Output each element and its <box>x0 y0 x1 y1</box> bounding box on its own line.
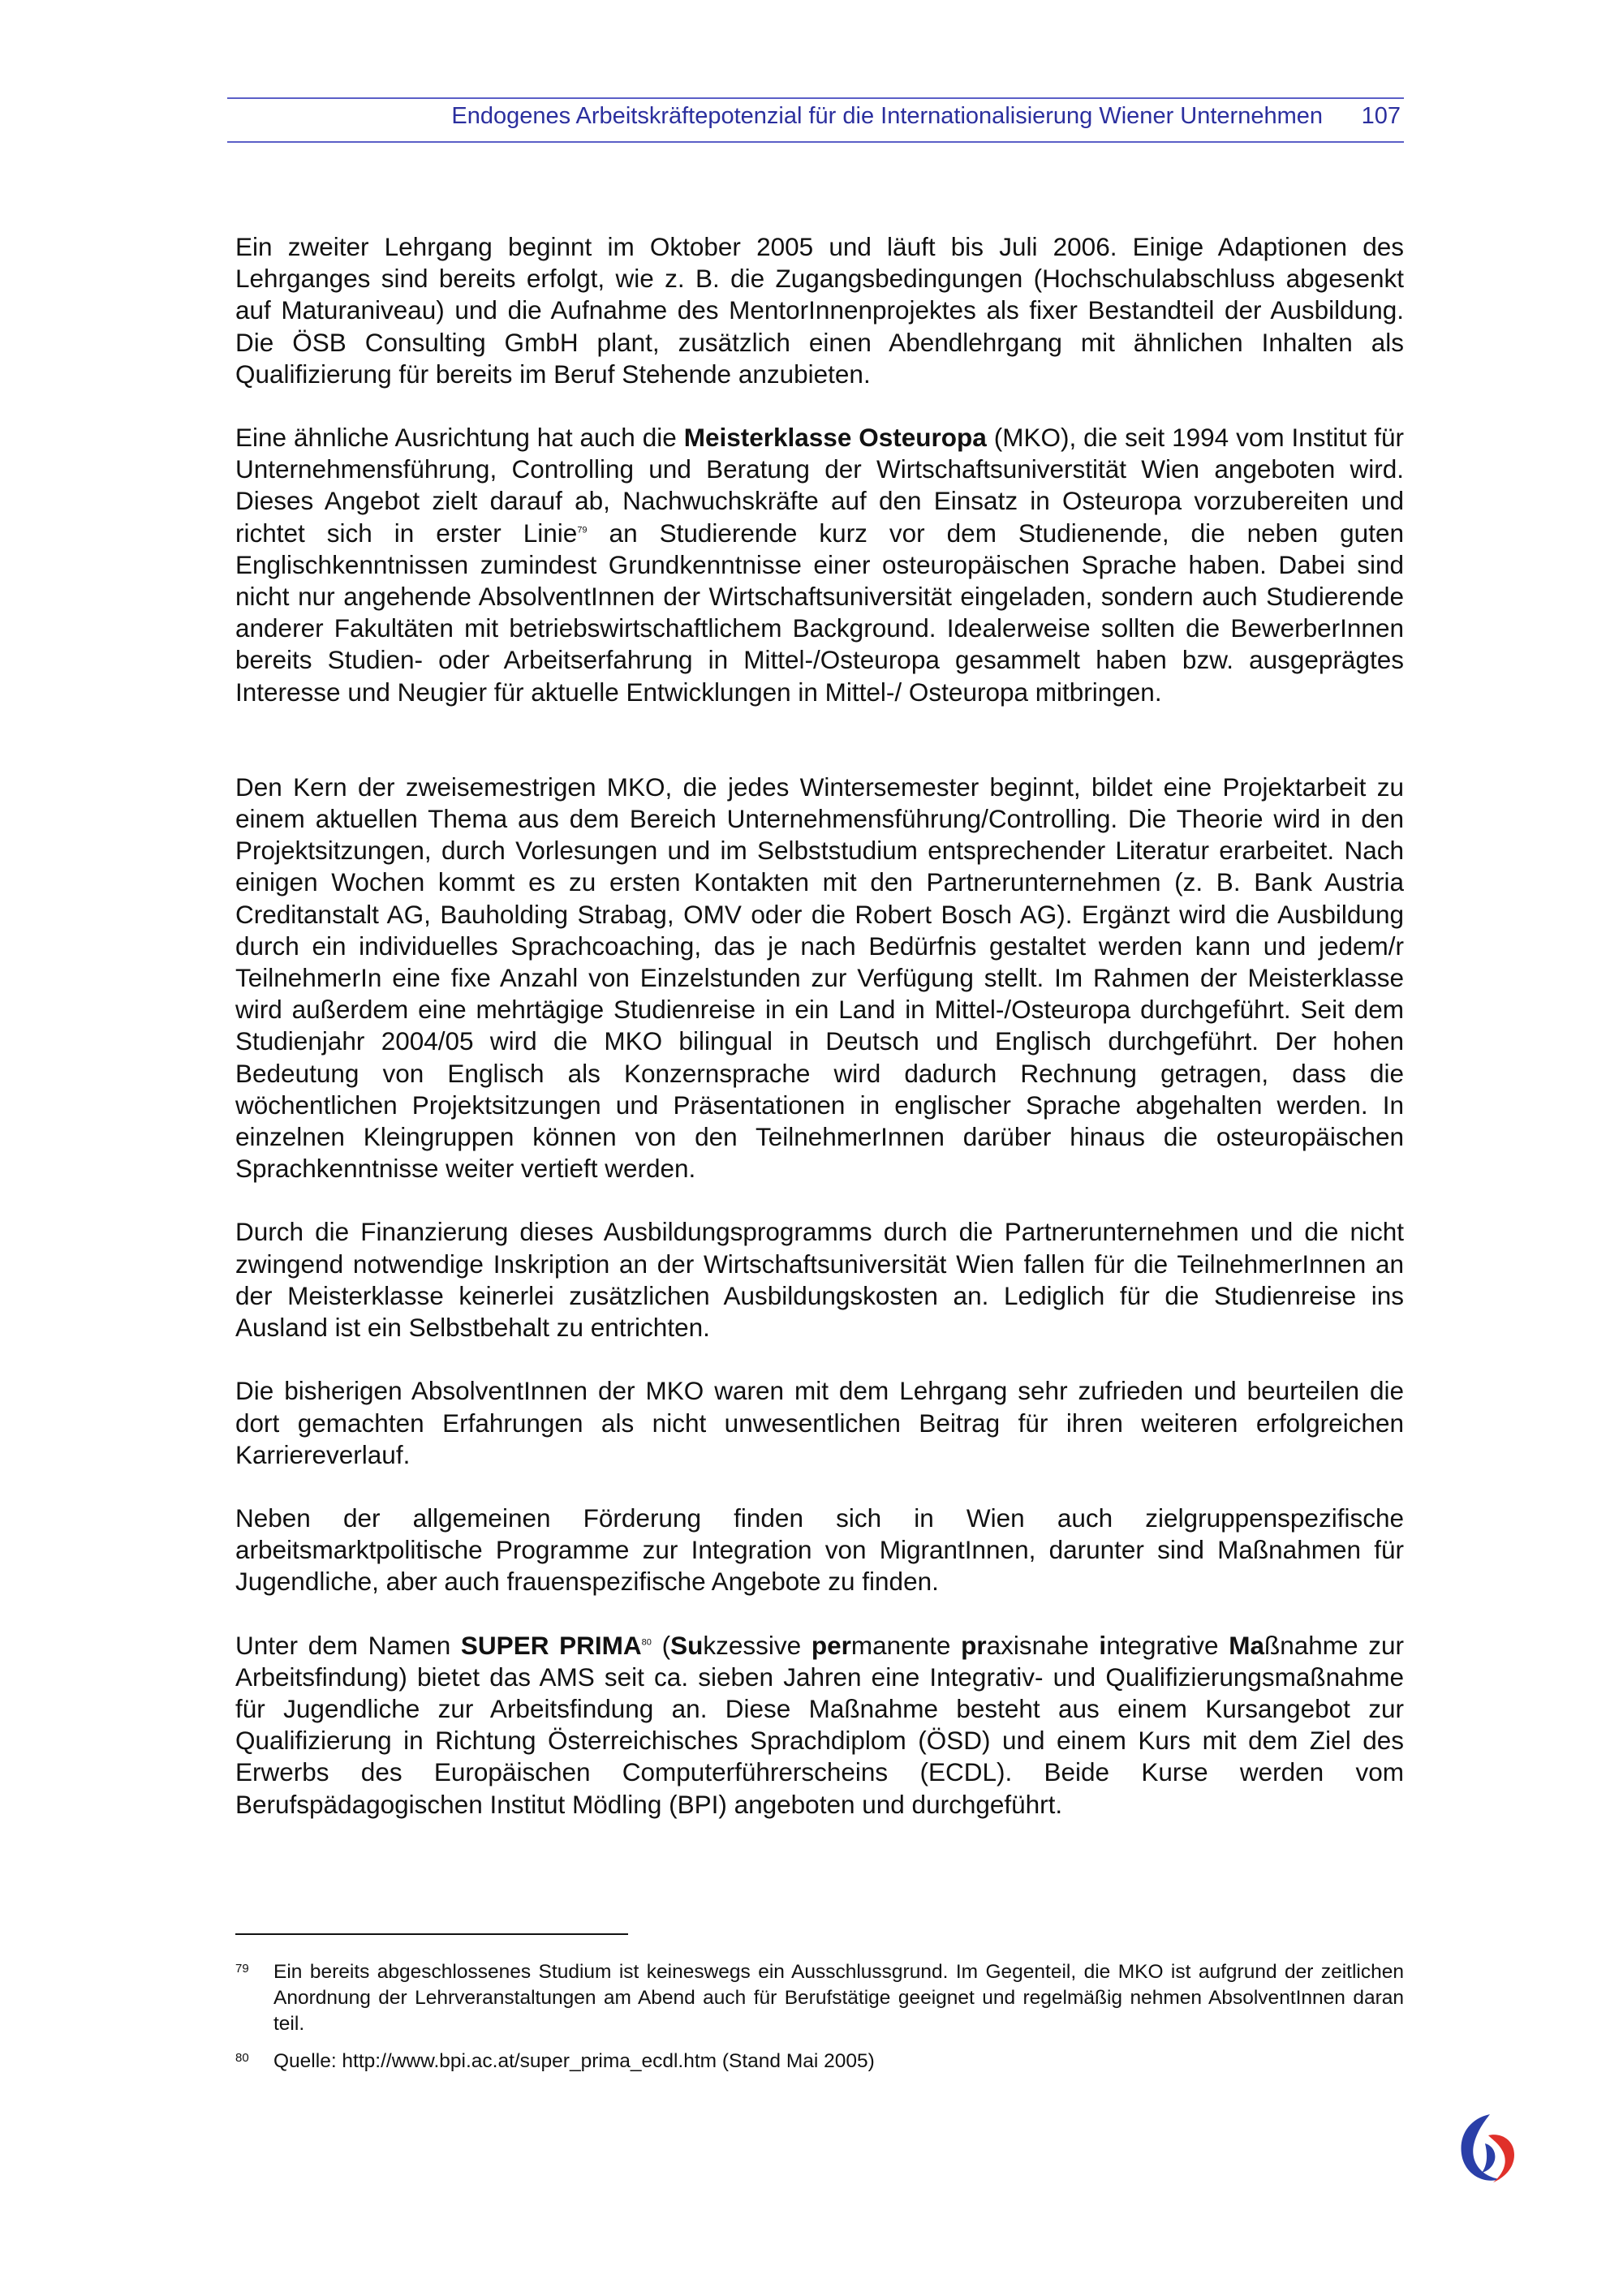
paragraph-2-text-c: an Studierende kurz vor dem Studienende, die neben guten Englischkenntnissen zumindest Grundkenntnisse einer osteuropäischen Sprache haben. Dabei sind nicht nur angehende AbsolventInnen der Wirtschaftsuniversität eingeladen, sondern auch Studierende anderer Fakultäten mit betriebswirtschaftlichem Background. Idealerweise sollten die BewerberInnen bereits Studien- oder Arbeitserfahrung in Mittel-/Osteuropa gesammelt haben bzw. ausgeprägtes Interesse und Neugier für aktuelle Entwicklungen in Mittel-/ Osteuropa mitbringen. <box>235 518 1404 707</box>
paragraph-3: Den Kern der zweisemestrigen MKO, die jedes Wintersemester beginnt, bildet eine Projektarbeit zu einem aktuellen Thema aus dem Bereich Unternehmensführung/Controlling. Die Theorie wird in den Projektsitzungen, durch Vorlesungen und im Selbststudium entsprechender Literatur erarbeitet. Nach einigen Wochen kommt es zu ersten Kontakten mit den Partnerunternehmen (z. B. Bank Austria Creditanstalt AG, Bauholding Strabag, OMV oder die Robert Bosch AG). Ergänzt wird die Ausbildung durch ein individuelles Sprachcoaching, das je nach Bedürfnis gestaltet werden kann und jedem/r TeilnehmerIn eine fixe Anzahl von Einzelstunden zur Verfügung stellt. Im Rahmen der Meisterklasse wird außerdem eine mehrtägige Studienreise in ein Land in Mittel-/Osteuropa durchgeführt. Seit dem Studienjahr 2004/05 wird die MKO bilingual in Deutsch und Englisch durchgeführt. Der hohen Bedeutung von Englisch als Konzernsprache wird dadurch Rechnung getragen, dass die wöchentlichen Projektsitzungen und Präsentationen in englischer Sprache abgehalten werden. In einzelnen Kleingruppen können von den TeilnehmerInnen darüber hinaus die osteuropäischen Sprachkenntnisse weiter vertieft werden. <box>235 772 1404 1184</box>
footnotes <box>235 1959 1404 2086</box>
footnote-80 <box>235 2049 1404 2075</box>
footnote-number: 79 <box>235 1962 249 1976</box>
footnote-text: Quelle: http://www.bpi.ac.at/super_prima_ecdl.htm (Stand Mai 2005) <box>273 2050 875 2072</box>
paragraph-2-text-b: (MKO), die seit 1994 vom Institut für Unternehmensführung, Controlling und Beratung der Wirtschaftsuniverstität Wien angeboten wird. Dieses Angebot zielt darauf ab, Nachwuchskräfte auf den Einsatz in Osteuropa vorzubereiten und richtet sich in erster Linie <box>235 423 1404 548</box>
acronym-letter-4: i <box>1099 1630 1107 1660</box>
page-number: 107 <box>1361 103 1401 129</box>
footnote-separator <box>235 1933 628 1935</box>
program-name-mko: Meisterklasse Osteuropa <box>683 423 987 453</box>
footnote-ref-80[interactable]: 80 <box>641 1637 652 1648</box>
paragraph-7-paren: ( <box>651 1630 671 1660</box>
acronym-word-3: axisnahe <box>986 1630 1100 1660</box>
paragraph-7-text-b: ßnahme zur Arbeitsfindung) bietet das AMS seit ca. sieben Jahren eine Integrativ- und Qualifizierungsmaßnahme für Jugendliche zur Arbeitsfindung an. Diese Maßnahme besteht aus einem Kursangebot zur Qualifizierung in Richtung Österreichisches Sprachdiplom (ÖSD) und einem Kurs mit dem Ziel des Erwerbs des Europäischen Computerführerscheins (ECDL). Beide Kurse werden vom Berufspädagogischen Institut Mödling (BPI) angeboten und durchgeführt. <box>235 1630 1404 1819</box>
acronym-letter-1: Su <box>670 1630 704 1660</box>
paragraph-5: Die bisherigen AbsolventInnen der MKO waren mit dem Lehrgang sehr zufrieden und beurteilen die dort gemachten Erfahrungen als nicht unwesentlichen Beitrag für ihren weiteren erfolgreichen Karriereverlauf. <box>235 1376 1404 1469</box>
acronym-word-1: kzessive <box>703 1630 812 1660</box>
paragraph-2 <box>235 422 1404 708</box>
footnote-79 <box>235 1959 1404 2037</box>
program-name-super-prima: SUPER PRIMA <box>460 1630 642 1660</box>
footnote-ref-79[interactable]: 79 <box>577 525 588 535</box>
paragraph-6: Neben der allgemeinen Förderung finden sich in Wien auch zielgruppenspezifische arbeitsmarktpolitische Programme zur Integration von MigrantInnen, darunter sind Maßnahmen für Jugendliche, aber auch frauenspezifische Angebote zu finden. <box>235 1503 1404 1597</box>
paragraph-7 <box>235 1630 1404 1821</box>
paragraph-4: Durch die Finanzierung dieses Ausbildungsprogramms durch die Partnerunternehmen und die nicht zwingend notwendige Inskription an der Wirtschaftsuniversität Wien fallen für die TeilnehmerInnen an der Meisterklasse keinerlei zusätzlichen Ausbildungskosten an. Lediglich für die Studienreise ins Ausland ist ein Selbstbehalt zu entrichten. <box>235 1217 1404 1343</box>
acronym-letter-3: pr <box>961 1630 987 1660</box>
brand-logo-icon <box>1453 2108 1526 2189</box>
acronym-word-2: manente <box>850 1630 962 1660</box>
paragraph-2-text-a: Eine ähnliche Ausrichtung hat auch die <box>235 423 684 453</box>
footnote-number: 80 <box>235 2051 249 2065</box>
footnote-text: Ein bereits abgeschlossenes Studium ist keineswegs ein Ausschlussgrund. Im Gegenteil, die MKO ist aufgrund der zeitlichen Anordnung der Lehrveranstaltungen am Abend auch für Berufstätige geeignet und regelmäßig nehmen AbsolventInnen daran teil. <box>273 1961 1404 2035</box>
paragraph-7-text-a: Unter dem Namen <box>235 1630 461 1660</box>
header-title: Endogenes Arbeitskräftepotenzial für die Internationalisierung Wiener Unternehmen <box>451 103 1323 129</box>
running-header <box>227 97 1404 143</box>
acronym-word-4: ntegrative <box>1106 1630 1229 1660</box>
acronym-letter-2: per <box>811 1630 851 1660</box>
paragraph-1: Ein zweiter Lehrgang beginnt im Oktober 2005 und läuft bis Juli 2006. Einige Adaptionen des Lehrganges sind bereits erfolgt, wie z. B. die Zugangsbedingungen (Hochschulabschluss abgesenkt auf Maturaniveau) und die Aufnahme des MentorInnenprojektes als fixer Bestandteil der Ausbildung. Die ÖSB Consulting GmbH plant, zusätzlich einen Abendlehrgang mit ähnlichen Inhalten als Qualifizierung für bereits im Beruf Stehende anzubieten. <box>235 232 1404 389</box>
acronym-letter-5: Ma <box>1229 1630 1264 1660</box>
body-text <box>235 231 1404 1821</box>
